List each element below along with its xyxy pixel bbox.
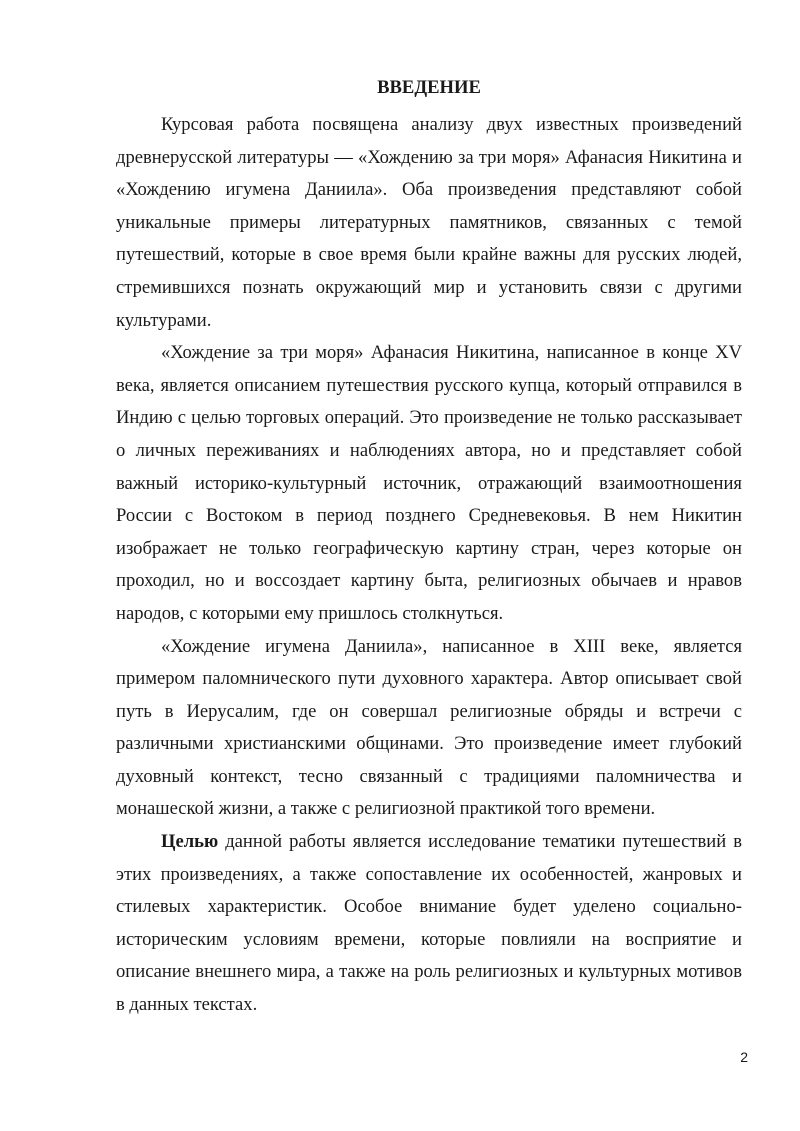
paragraph-goal — [116, 826, 742, 1022]
paragraph-intro: Курсовая работа посвящена анализу двух известных произведений древнерусской литературы — «Хождению за три моря» Афанасия Никитина и «Хождению игумена Даниила». Оба произведения представляют собой уникальные примеры литературных памятников, связанных с темой путешествий, которые в свое время были крайне важны для русских людей, стремившихся познать окружающий мир и установить связи с другими культурами. — [116, 114, 742, 331]
paragraph-daniil: «Хождение игумена Даниила», написанное в XIII веке, является примером паломнического пути духовного характера. Автор описывает свой путь в Иерусалим, где он совершал религиозные обряды и встречи с различными христианскими общинами. Это произведение имеет глубокий духовный контекст, тесно связанный с традициями паломничества и монашеской жизни, а также с религиозной практикой того времени. — [116, 635, 742, 820]
goal-text: данной работы является исследование тематики путешествий в этих произведениях, а также сопоставление их особенностей, жанровых и стилевых характеристик. Особое внимание будет уделено социально-историческим условиям времени, которые повлияли на восприятие и описание внешнего мира, а также на роль религиозных и культурных мотивов в данных текстах. — [116, 831, 742, 1016]
section-heading: ВВЕДЕНИЕ — [377, 77, 481, 98]
paragraph-nikitin: «Хождение за три моря» Афанасия Никитина, написанное в конце XV века, является описанием путешествия русского купца, который отправился в Индию с целью торговых операций. Это произведение не только рассказывает о личных переживаниях и наблюдениях автора, но и представляет собой важный историко-культурный источник, отражающий взаимоотношения России с Востоком в период позднего Средневековья. В нем Никитин изображает не только географическую картину стран, через которые он проходил, но и воссоздает картину быта, религиозных обычаев и нравов народов, с которыми ему пришлось столкнуться. — [116, 342, 742, 624]
page-body — [116, 76, 742, 1022]
page-number: 2 — [740, 1049, 748, 1065]
goal-bold-lead: Целью — [161, 831, 219, 853]
